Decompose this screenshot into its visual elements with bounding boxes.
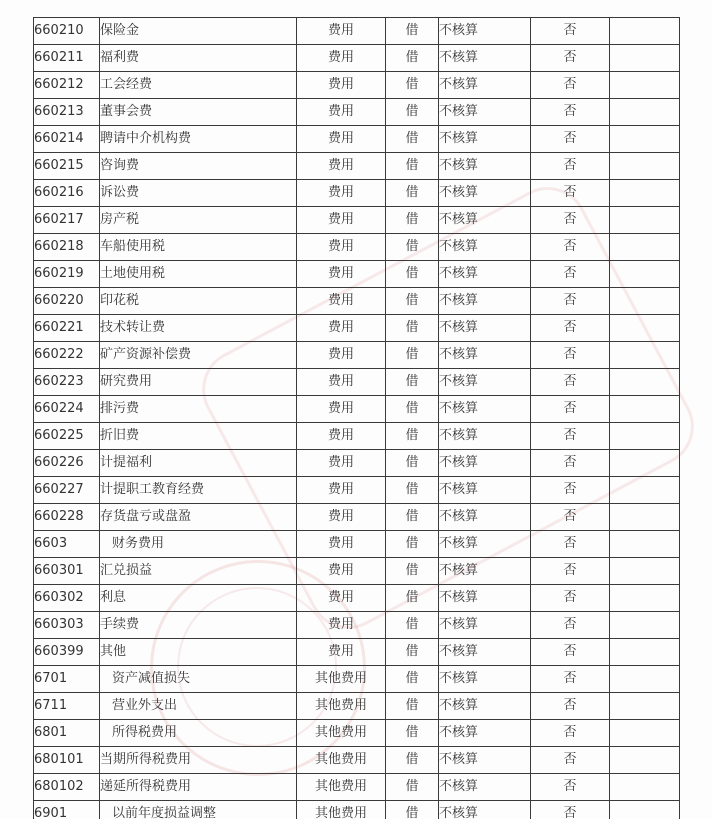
table-row [34, 720, 680, 747]
account-code: 660223 [34, 369, 100, 396]
account-code: 660210 [34, 18, 100, 45]
account-name: 土地使用税 [100, 261, 297, 288]
account-code: 660219 [34, 261, 100, 288]
quantity-accounting: 否 [531, 774, 610, 801]
remark [610, 72, 680, 99]
auxiliary-accounting: 不核算 [439, 72, 531, 99]
account-code: 6901 [34, 801, 100, 819]
account-code: 6801 [34, 720, 100, 747]
account-category: 其他费用 [297, 693, 386, 720]
table-row [34, 504, 680, 531]
balance-direction: 借 [386, 585, 439, 612]
balance-direction: 借 [386, 261, 439, 288]
remark [610, 126, 680, 153]
account-name: 利息 [100, 585, 297, 612]
account-code: 680101 [34, 747, 100, 774]
quantity-accounting: 否 [531, 747, 610, 774]
account-code: 660224 [34, 396, 100, 423]
quantity-accounting: 否 [531, 342, 610, 369]
table-row [34, 45, 680, 72]
table-row [34, 72, 680, 99]
account-code: 660215 [34, 153, 100, 180]
account-code: 6603 [34, 531, 100, 558]
balance-direction: 借 [386, 234, 439, 261]
account-table [33, 17, 680, 819]
account-name: 资产减值损失 [100, 666, 297, 693]
table-row [34, 153, 680, 180]
balance-direction: 借 [386, 477, 439, 504]
quantity-accounting: 否 [531, 45, 610, 72]
account-category: 费用 [297, 639, 386, 666]
quantity-accounting: 否 [531, 18, 610, 45]
balance-direction: 借 [386, 99, 439, 126]
account-code: 660228 [34, 504, 100, 531]
account-category: 费用 [297, 99, 386, 126]
remark [610, 666, 680, 693]
remark [610, 45, 680, 72]
account-code: 660220 [34, 288, 100, 315]
balance-direction: 借 [386, 639, 439, 666]
account-name: 计提职工教育经费 [100, 477, 297, 504]
table-row [34, 693, 680, 720]
balance-direction: 借 [386, 450, 439, 477]
remark [610, 585, 680, 612]
balance-direction: 借 [386, 747, 439, 774]
account-category: 费用 [297, 504, 386, 531]
balance-direction: 借 [386, 369, 439, 396]
remark [610, 207, 680, 234]
account-category: 费用 [297, 342, 386, 369]
quantity-accounting: 否 [531, 396, 610, 423]
table-row [34, 396, 680, 423]
account-code: 660213 [34, 99, 100, 126]
account-code: 680102 [34, 774, 100, 801]
remark [610, 180, 680, 207]
remark [610, 747, 680, 774]
remark [610, 342, 680, 369]
account-code: 660399 [34, 639, 100, 666]
quantity-accounting: 否 [531, 315, 610, 342]
auxiliary-accounting: 不核算 [439, 423, 531, 450]
account-code: 660211 [34, 45, 100, 72]
table-row [34, 180, 680, 207]
account-category: 费用 [297, 72, 386, 99]
quantity-accounting: 否 [531, 423, 610, 450]
table-row [34, 126, 680, 153]
quantity-accounting: 否 [531, 477, 610, 504]
auxiliary-accounting: 不核算 [439, 207, 531, 234]
balance-direction: 借 [386, 612, 439, 639]
remark [610, 558, 680, 585]
account-name: 存货盘亏或盘盈 [100, 504, 297, 531]
account-name: 排污费 [100, 396, 297, 423]
table-row [34, 99, 680, 126]
auxiliary-accounting: 不核算 [439, 261, 531, 288]
auxiliary-accounting: 不核算 [439, 531, 531, 558]
quantity-accounting: 否 [531, 639, 610, 666]
account-category: 费用 [297, 261, 386, 288]
table-row [34, 585, 680, 612]
quantity-accounting: 否 [531, 531, 610, 558]
auxiliary-accounting: 不核算 [439, 666, 531, 693]
account-code: 660222 [34, 342, 100, 369]
account-name: 工会经费 [100, 72, 297, 99]
quantity-accounting: 否 [531, 801, 610, 819]
account-name: 递延所得税费用 [100, 774, 297, 801]
table-row [34, 747, 680, 774]
quantity-accounting: 否 [531, 99, 610, 126]
balance-direction: 借 [386, 315, 439, 342]
remark [610, 99, 680, 126]
remark [610, 396, 680, 423]
remark [610, 531, 680, 558]
account-category: 费用 [297, 45, 386, 72]
auxiliary-accounting: 不核算 [439, 288, 531, 315]
account-code: 660217 [34, 207, 100, 234]
account-name: 诉讼费 [100, 180, 297, 207]
balance-direction: 借 [386, 558, 439, 585]
account-code: 660212 [34, 72, 100, 99]
account-category: 费用 [297, 423, 386, 450]
quantity-accounting: 否 [531, 72, 610, 99]
auxiliary-accounting: 不核算 [439, 153, 531, 180]
balance-direction: 借 [386, 153, 439, 180]
account-code: 6701 [34, 666, 100, 693]
quantity-accounting: 否 [531, 693, 610, 720]
balance-direction: 借 [386, 504, 439, 531]
remark [610, 450, 680, 477]
account-category: 费用 [297, 153, 386, 180]
auxiliary-accounting: 不核算 [439, 774, 531, 801]
remark [610, 477, 680, 504]
table-row [34, 450, 680, 477]
table-row [34, 261, 680, 288]
account-name: 研究费用 [100, 369, 297, 396]
account-code: 660301 [34, 558, 100, 585]
account-category: 费用 [297, 558, 386, 585]
quantity-accounting: 否 [531, 666, 610, 693]
account-code: 660221 [34, 315, 100, 342]
table-row [34, 558, 680, 585]
remark [610, 261, 680, 288]
account-category: 费用 [297, 585, 386, 612]
account-category: 费用 [297, 288, 386, 315]
quantity-accounting: 否 [531, 234, 610, 261]
table-row [34, 369, 680, 396]
quantity-accounting: 否 [531, 450, 610, 477]
account-code: 660227 [34, 477, 100, 504]
account-name: 董事会费 [100, 99, 297, 126]
auxiliary-accounting: 不核算 [439, 396, 531, 423]
table-row [34, 423, 680, 450]
auxiliary-accounting: 不核算 [439, 234, 531, 261]
auxiliary-accounting: 不核算 [439, 639, 531, 666]
account-name: 印花税 [100, 288, 297, 315]
quantity-accounting: 否 [531, 261, 610, 288]
account-category: 费用 [297, 396, 386, 423]
account-code: 660303 [34, 612, 100, 639]
table-row [34, 801, 680, 819]
remark [610, 720, 680, 747]
auxiliary-accounting: 不核算 [439, 504, 531, 531]
remark [610, 288, 680, 315]
account-name: 技术转让费 [100, 315, 297, 342]
account-category: 费用 [297, 315, 386, 342]
auxiliary-accounting: 不核算 [439, 126, 531, 153]
account-name: 咨询费 [100, 153, 297, 180]
quantity-accounting: 否 [531, 585, 610, 612]
account-name: 当期所得税费用 [100, 747, 297, 774]
balance-direction: 借 [386, 45, 439, 72]
balance-direction: 借 [386, 720, 439, 747]
balance-direction: 借 [386, 72, 439, 99]
account-category: 费用 [297, 450, 386, 477]
account-code: 660216 [34, 180, 100, 207]
account-category: 费用 [297, 207, 386, 234]
account-category: 其他费用 [297, 666, 386, 693]
remark [610, 639, 680, 666]
quantity-accounting: 否 [531, 126, 610, 153]
account-category: 费用 [297, 234, 386, 261]
account-category: 费用 [297, 369, 386, 396]
quantity-accounting: 否 [531, 288, 610, 315]
balance-direction: 借 [386, 423, 439, 450]
balance-direction: 借 [386, 396, 439, 423]
balance-direction: 借 [386, 666, 439, 693]
remark [610, 504, 680, 531]
auxiliary-accounting: 不核算 [439, 180, 531, 207]
auxiliary-accounting: 不核算 [439, 315, 531, 342]
remark [610, 801, 680, 819]
account-name: 所得税费用 [100, 720, 297, 747]
table-row [34, 342, 680, 369]
quantity-accounting: 否 [531, 558, 610, 585]
table-row [34, 477, 680, 504]
account-category: 费用 [297, 18, 386, 45]
balance-direction: 借 [386, 531, 439, 558]
account-category: 费用 [297, 531, 386, 558]
account-name: 折旧费 [100, 423, 297, 450]
account-category: 其他费用 [297, 747, 386, 774]
auxiliary-accounting: 不核算 [439, 99, 531, 126]
remark [610, 153, 680, 180]
quantity-accounting: 否 [531, 207, 610, 234]
table-row [34, 18, 680, 45]
balance-direction: 借 [386, 288, 439, 315]
balance-direction: 借 [386, 342, 439, 369]
auxiliary-accounting: 不核算 [439, 747, 531, 774]
account-category: 其他费用 [297, 801, 386, 819]
remark [610, 423, 680, 450]
account-code: 660226 [34, 450, 100, 477]
auxiliary-accounting: 不核算 [439, 18, 531, 45]
account-name: 矿产资源补偿费 [100, 342, 297, 369]
account-name: 财务费用 [100, 531, 297, 558]
account-category: 其他费用 [297, 774, 386, 801]
remark [610, 693, 680, 720]
account-name: 计提福利 [100, 450, 297, 477]
auxiliary-accounting: 不核算 [439, 585, 531, 612]
auxiliary-accounting: 不核算 [439, 801, 531, 819]
account-name: 车船使用税 [100, 234, 297, 261]
table-row [34, 207, 680, 234]
balance-direction: 借 [386, 207, 439, 234]
balance-direction: 借 [386, 126, 439, 153]
remark [610, 612, 680, 639]
account-name: 其他 [100, 639, 297, 666]
remark [610, 234, 680, 261]
account-category: 费用 [297, 612, 386, 639]
auxiliary-accounting: 不核算 [439, 450, 531, 477]
account-category: 费用 [297, 477, 386, 504]
quantity-accounting: 否 [531, 369, 610, 396]
quantity-accounting: 否 [531, 612, 610, 639]
remark [610, 369, 680, 396]
auxiliary-accounting: 不核算 [439, 612, 531, 639]
remark [610, 18, 680, 45]
auxiliary-accounting: 不核算 [439, 558, 531, 585]
account-name: 房产税 [100, 207, 297, 234]
balance-direction: 借 [386, 801, 439, 819]
account-table-body [34, 18, 680, 819]
balance-direction: 借 [386, 18, 439, 45]
table-row [34, 666, 680, 693]
account-code: 660214 [34, 126, 100, 153]
auxiliary-accounting: 不核算 [439, 693, 531, 720]
account-category: 费用 [297, 180, 386, 207]
table-row [34, 234, 680, 261]
account-code: 6711 [34, 693, 100, 720]
table-row [34, 315, 680, 342]
account-name: 汇兑损益 [100, 558, 297, 585]
balance-direction: 借 [386, 693, 439, 720]
account-code: 660302 [34, 585, 100, 612]
remark [610, 315, 680, 342]
remark [610, 774, 680, 801]
table-row [34, 639, 680, 666]
table-row [34, 612, 680, 639]
quantity-accounting: 否 [531, 153, 610, 180]
quantity-accounting: 否 [531, 180, 610, 207]
auxiliary-accounting: 不核算 [439, 369, 531, 396]
account-name: 福利费 [100, 45, 297, 72]
account-category: 其他费用 [297, 720, 386, 747]
quantity-accounting: 否 [531, 504, 610, 531]
account-category: 费用 [297, 126, 386, 153]
table-row [34, 531, 680, 558]
auxiliary-accounting: 不核算 [439, 477, 531, 504]
account-name: 营业外支出 [100, 693, 297, 720]
account-name: 手续费 [100, 612, 297, 639]
account-name: 聘请中介机构费 [100, 126, 297, 153]
account-name: 保险金 [100, 18, 297, 45]
balance-direction: 借 [386, 774, 439, 801]
account-code: 660225 [34, 423, 100, 450]
account-code: 660218 [34, 234, 100, 261]
quantity-accounting: 否 [531, 720, 610, 747]
table-row [34, 288, 680, 315]
auxiliary-accounting: 不核算 [439, 45, 531, 72]
auxiliary-accounting: 不核算 [439, 720, 531, 747]
balance-direction: 借 [386, 180, 439, 207]
table-row [34, 774, 680, 801]
account-name: 以前年度损益调整 [100, 801, 297, 819]
auxiliary-accounting: 不核算 [439, 342, 531, 369]
